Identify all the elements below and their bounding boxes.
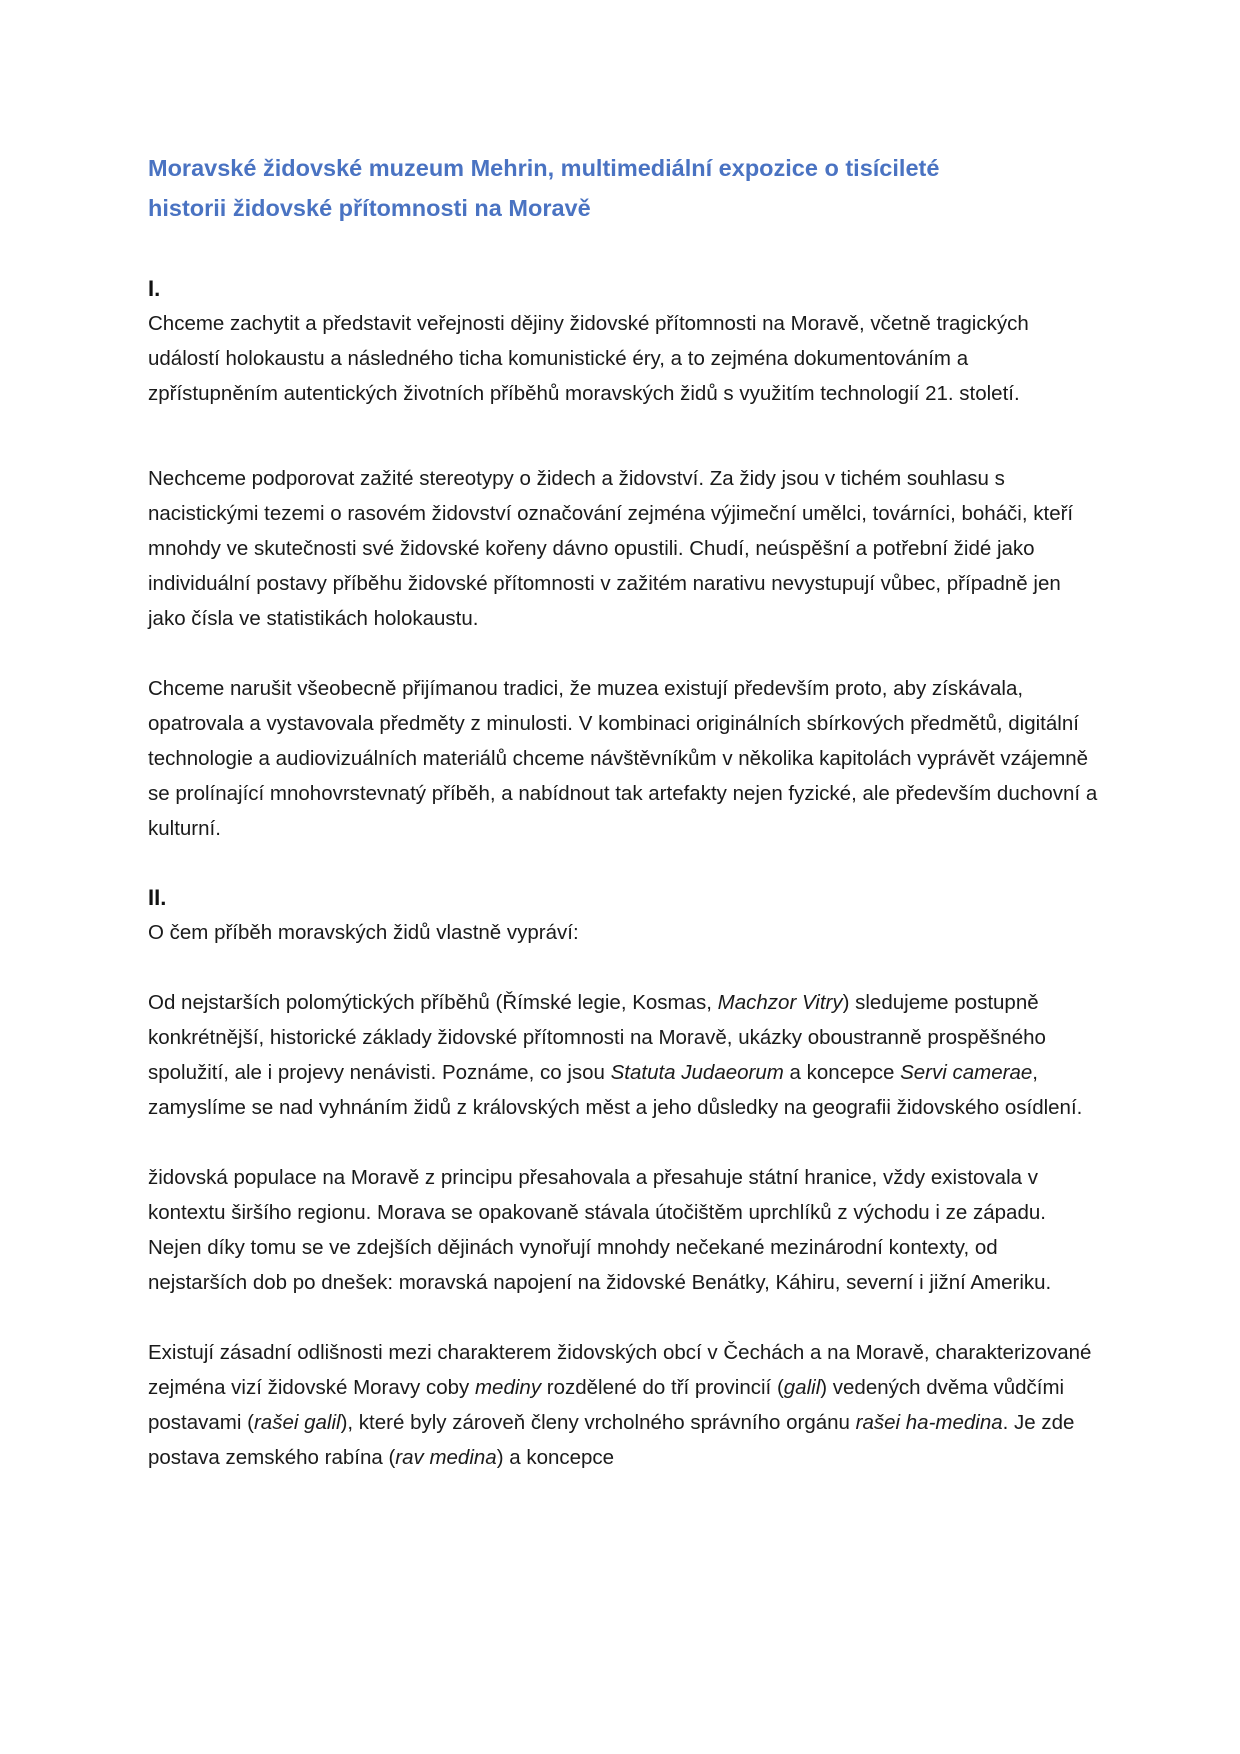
document-title [148, 148, 1100, 228]
section2-intro: O čem příběh moravských židů vlastně vypráví: [148, 921, 579, 944]
text-run: Existují zásadní odlišnosti mezi charakterem židovských obcí v Čechách a na Moravě, charakterizované zejména vizí židovské Moravy coby [148, 1341, 1092, 1399]
section1-paragraph-2: Nechceme podporovat zažité stereotypy o židech a židovství. Za židy jsou v tichém souhlasu s nacistickými tezemi o rasovém židovství označování zejména výjimeční umělci, továrníci, boháči, kteří mnohdy ve skutečnosti své židovské kořeny dávno opustili. Chudí, neúspěšní a potřební židé jako individuální postavy příběhu židovské přítomnosti v zažitém narativu nevystupují vůbec, případně jen jako čísla ve statistikách holokaustu. [148, 467, 1074, 630]
italic-term: galil [783, 1376, 821, 1399]
italic-term: rašei galil [253, 1411, 341, 1434]
italic-term: Machzor Vitry [717, 991, 843, 1014]
section1-paragraph-1: Chceme zachytit a představit veřejnosti dějiny židovské přítomnosti na Moravě, včetně tragických událostí holokaustu a následného ticha komunistické éry, a to zejména dokumentováním a zpřístupněním autentických životních příběhů moravských židů s využitím technologií 21. století. [148, 312, 1029, 405]
title-line-2: historii židovské přítomnosti na Moravě [148, 195, 591, 221]
text-run: ), které byly zároveň členy vrcholného správního orgánu [340, 1411, 856, 1434]
section2-paragraph-2: židovská populace na Moravě z principu přesahovala a přesahuje státní hranice, vždy existovala v kontextu širšího regionu. Morava se opakovaně stávala útočištěm uprchlíků z východu i ze západu. Nejen díky tomu se ve zdejších dějinách vynořují mnohdy nečekané mezinárodní kontexty, od nejstarších dob po dnešek: moravská napojení na židovské Benátky, Káhiru, severní i jižní Ameriku. [148, 1166, 1052, 1294]
section-heading-1: I. [148, 276, 161, 301]
italic-term: rav medina [395, 1446, 497, 1469]
italic-term: Servi camerae [900, 1061, 1033, 1084]
text-run: ) a koncepce [496, 1446, 615, 1469]
text-run: rozdělené do tří provincií ( [541, 1376, 784, 1399]
text-run: Od nejstarších polomýtických příběhů (Římské legie, Kosmas, [148, 991, 718, 1014]
italic-term: mediny [474, 1376, 542, 1399]
text-run: . Je zde postava zemského rabína ( [148, 1411, 1075, 1469]
text-run: , zamyslíme se nad vyhnáním židů z královských měst a jeho důsledky na geografii židovského osídlení. [148, 1061, 1083, 1119]
section1-paragraph-3: Chceme narušit všeobecně přijímanou tradici, že muzea existují především proto, aby získávala, opatrovala a vystavovala předměty z minulosti. V kombinaci originálních sbírkových předmětů, digitální technologie a audiovizuálních materiálů chceme návštěvníkům v několika kapitolách vyprávět vzájemně se prolínající mnohovrstevnatý příběh, a nabídnout tak artefakty nejen fyzické, ale především duchovní a kulturní. [148, 677, 1098, 840]
text-run: ) vedených dvěma vůdčími postavami ( [148, 1376, 1065, 1434]
section-heading-2: II. [148, 885, 167, 910]
text-run: a koncepce [783, 1061, 901, 1084]
italic-term: Statuta Judaeorum [610, 1061, 784, 1084]
italic-term: rašei ha-medina [855, 1411, 1003, 1434]
text-run: ) sledujeme postupně konkrétnější, historické základy židovské přítomnosti na Moravě, ukázky oboustranně prospěšného spolužití, ale i projevy nenávisti. Poznáme, co jsou [148, 991, 1046, 1084]
section2-paragraph-3 [148, 1335, 1100, 1475]
title-line-1: Moravské židovské muzeum Mehrin, multimediální expozice o tisícileté [148, 155, 940, 181]
section2-paragraph-1 [148, 985, 1100, 1125]
